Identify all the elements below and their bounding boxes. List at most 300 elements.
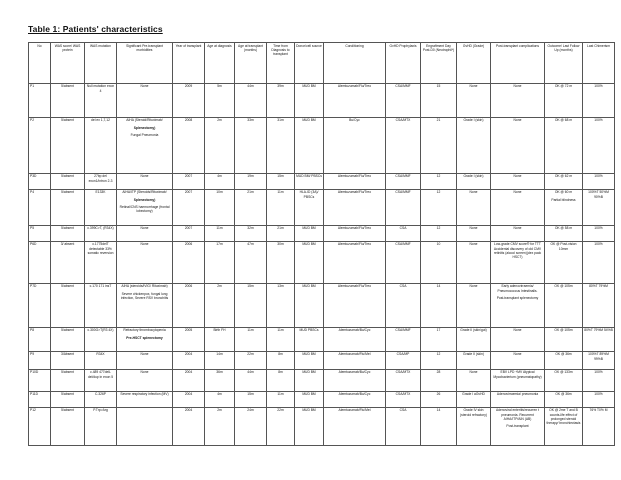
table-cell bbox=[267, 283, 295, 327]
cell-text: P6D bbox=[30, 242, 37, 247]
table-cell bbox=[295, 117, 324, 173]
cell-text: 100%T 50%M 90%B bbox=[588, 190, 609, 199]
cell-text: 5/absent bbox=[61, 408, 74, 413]
table-cell bbox=[324, 225, 386, 241]
table-cell bbox=[29, 283, 51, 327]
cell-text: CSA/MTX bbox=[395, 370, 411, 375]
cell-text: Alemtuzumab/Flu/Treo bbox=[337, 242, 372, 247]
table-cell bbox=[205, 173, 235, 189]
cell-text: 100% bbox=[594, 392, 603, 397]
cell-text: P9 bbox=[30, 352, 35, 357]
cell-text: 33m bbox=[247, 118, 254, 123]
table-cell bbox=[85, 369, 117, 391]
cell-text: None bbox=[513, 226, 522, 231]
cell-text: 2005 bbox=[184, 328, 193, 333]
table-cell bbox=[85, 351, 117, 369]
table-cell bbox=[117, 327, 173, 351]
cell-text: 12 bbox=[436, 174, 441, 179]
cell-text: 2m bbox=[217, 408, 222, 413]
table-cell bbox=[545, 83, 583, 117]
table-cell bbox=[267, 241, 295, 283]
cell-text: 24m bbox=[247, 408, 254, 413]
table-cell bbox=[295, 83, 324, 117]
cell-text: None bbox=[140, 84, 149, 89]
table-cell bbox=[117, 83, 173, 117]
cell-text: 5/absent bbox=[61, 118, 74, 123]
table-cell bbox=[235, 283, 267, 327]
cell-text: 76% T0% M bbox=[589, 408, 608, 413]
table-cell bbox=[85, 241, 117, 283]
cell-text: None bbox=[469, 242, 478, 247]
table-cell bbox=[386, 241, 421, 283]
cell-text: 10m bbox=[216, 190, 223, 195]
cell-text: P3D bbox=[30, 174, 37, 179]
table-cell bbox=[51, 327, 85, 351]
table-cell bbox=[386, 369, 421, 391]
cell-text: OK @ 72 m bbox=[554, 84, 573, 89]
table-cell bbox=[491, 391, 545, 407]
table-cell bbox=[324, 83, 386, 117]
table-cell bbox=[85, 83, 117, 117]
table-row bbox=[29, 83, 615, 117]
cell-text: 5m bbox=[217, 84, 222, 89]
table-cell bbox=[51, 83, 85, 117]
cell-text: None bbox=[140, 226, 149, 231]
cell-text: 5/absent bbox=[61, 190, 74, 195]
cell-text: 30m bbox=[277, 242, 284, 247]
table-cell bbox=[295, 241, 324, 283]
table-cell bbox=[205, 189, 235, 225]
cell-text: MUD BM bbox=[302, 284, 316, 289]
table-cell bbox=[51, 241, 85, 283]
cell-text: None bbox=[469, 370, 478, 375]
table-cell bbox=[545, 327, 583, 351]
table-cell bbox=[29, 241, 51, 283]
cell-text: Fungal Pneumonia bbox=[130, 132, 159, 137]
table-cell bbox=[173, 283, 205, 327]
cell-text: None bbox=[513, 352, 522, 357]
table-cell bbox=[421, 189, 457, 225]
table-cell bbox=[51, 407, 85, 445]
table-cell bbox=[205, 391, 235, 407]
table-cell bbox=[295, 369, 324, 391]
cell-text: P10D bbox=[30, 370, 39, 375]
table-cell bbox=[235, 83, 267, 117]
cell-text: 8m bbox=[278, 352, 283, 357]
cell-text: 2004 bbox=[184, 352, 193, 357]
cell-text: 3/ absent bbox=[60, 242, 75, 247]
cell-text: Early adenovirraemia/ Pneumococcus Intestinalis. bbox=[497, 284, 538, 293]
cell-text: Refractory thrombocytopenia bbox=[123, 328, 166, 333]
column-header: Conditioning bbox=[324, 43, 386, 84]
table-cell bbox=[386, 225, 421, 241]
table-cell bbox=[29, 351, 51, 369]
cell-text: 5/absent bbox=[61, 284, 74, 289]
cell-text: 22m bbox=[277, 408, 284, 413]
cell-text: 2006 bbox=[184, 242, 193, 247]
table-cell bbox=[421, 369, 457, 391]
table-cell bbox=[421, 351, 457, 369]
cell-text: 2004 bbox=[184, 408, 193, 413]
column-header: Engraftment Day Post-D0 (Neutrophil*) bbox=[421, 43, 457, 84]
cell-text: P7D bbox=[30, 284, 37, 289]
cell-text: None bbox=[513, 118, 522, 123]
cell-text: Alemtuzumab/Flu/Treo bbox=[337, 226, 372, 231]
table-cell bbox=[386, 407, 421, 445]
table-cell bbox=[491, 225, 545, 241]
table-cell bbox=[51, 173, 85, 189]
cell-text: P11D bbox=[30, 392, 39, 397]
cell-text: 100% bbox=[594, 84, 603, 89]
column-header: WAS score/ WAS protein bbox=[51, 43, 85, 84]
table-cell bbox=[583, 83, 615, 117]
table-cell bbox=[457, 327, 491, 351]
table-cell bbox=[491, 189, 545, 225]
cell-text: OK @ 36m bbox=[555, 352, 572, 357]
table-cell bbox=[545, 173, 583, 189]
cell-text: AIHA/ITP (Steroids/Rituximab/ bbox=[122, 190, 167, 195]
table-cell bbox=[457, 189, 491, 225]
cell-text: Alemtuzumab/Flu/Treo bbox=[337, 174, 372, 179]
column-header: Last Chimerism bbox=[583, 43, 615, 84]
cell-text: 17 bbox=[436, 328, 441, 333]
cell-text: None bbox=[140, 370, 149, 375]
table-cell bbox=[173, 225, 205, 241]
table-cell bbox=[457, 283, 491, 327]
table-cell bbox=[545, 117, 583, 173]
table-cell bbox=[386, 391, 421, 407]
cell-text: 100% bbox=[594, 242, 603, 247]
table-cell bbox=[386, 189, 421, 225]
table-cell bbox=[29, 369, 51, 391]
table-row bbox=[29, 351, 615, 369]
table-cell bbox=[491, 173, 545, 189]
table-cell bbox=[267, 173, 295, 189]
table-cell bbox=[421, 327, 457, 351]
table-cell bbox=[235, 351, 267, 369]
table-cell bbox=[545, 225, 583, 241]
cell-text: Pre-HSCT splenectomy bbox=[126, 335, 163, 340]
table-cell bbox=[583, 225, 615, 241]
table-cell bbox=[295, 327, 324, 351]
cell-text: Grade I aGvHD bbox=[462, 392, 485, 397]
cell-text: P1 bbox=[30, 84, 35, 89]
table-cell bbox=[267, 369, 295, 391]
table-cell bbox=[386, 283, 421, 327]
table-cell bbox=[386, 83, 421, 117]
cell-text: CSA bbox=[399, 284, 407, 289]
table-cell bbox=[457, 351, 491, 369]
cell-text: MUD BM bbox=[302, 84, 316, 89]
cell-text: Severe respiratory infection (MV) bbox=[120, 392, 169, 397]
column-header: Year of transplant bbox=[173, 43, 205, 84]
cell-text: OK @ 58 m bbox=[554, 226, 573, 231]
cell-text: Splenectomy) bbox=[133, 197, 156, 202]
cell-text: P8 bbox=[30, 328, 35, 333]
table-cell bbox=[457, 225, 491, 241]
table-cell bbox=[51, 117, 85, 173]
table-cell bbox=[117, 117, 173, 173]
table-cell bbox=[117, 241, 173, 283]
cell-text: Partial blindness bbox=[551, 197, 576, 202]
cell-text: 15 bbox=[436, 84, 441, 89]
table-row bbox=[29, 225, 615, 241]
table-cell bbox=[457, 173, 491, 189]
cell-text: c.300G>T(R3 4X) bbox=[87, 328, 114, 333]
table-cell bbox=[267, 189, 295, 225]
cell-text: 10 bbox=[436, 242, 441, 247]
table-cell bbox=[85, 189, 117, 225]
table-cell bbox=[583, 173, 615, 189]
cell-text: P2 bbox=[30, 118, 35, 123]
table-cell bbox=[235, 407, 267, 445]
table-cell bbox=[117, 369, 173, 391]
cell-text: 5/absent bbox=[61, 328, 74, 333]
cell-text: Severe chickenpox, fungal lung infection, Severe RSV bronchitis bbox=[120, 291, 169, 300]
cell-text: OK @ 105m bbox=[554, 328, 573, 333]
cell-text: 3/Absent bbox=[60, 352, 74, 357]
cell-text: OK @ 60 m bbox=[554, 190, 573, 195]
cell-text: 2004 bbox=[184, 370, 193, 375]
cell-text: 11m bbox=[277, 190, 284, 195]
table-cell bbox=[85, 117, 117, 173]
cell-text: 2007 bbox=[184, 226, 193, 231]
cell-text: None bbox=[513, 328, 522, 333]
cell-text: 14 bbox=[436, 284, 441, 289]
table-cell bbox=[267, 327, 295, 351]
table-row bbox=[29, 117, 615, 173]
table-row bbox=[29, 189, 615, 225]
cell-text: c.1775delT detectable 33% somatic reversion bbox=[87, 242, 114, 255]
cell-text: OK @ 2me T and B counts-life effect of prolonged steroid therapy/ bronchiectasis bbox=[546, 408, 581, 426]
table-cell bbox=[583, 283, 615, 327]
table-cell bbox=[295, 173, 324, 189]
table-cell bbox=[267, 351, 295, 369]
table-cell bbox=[583, 351, 615, 369]
table-cell bbox=[295, 407, 324, 445]
table-cell bbox=[421, 407, 457, 445]
cell-text: 100% bbox=[594, 370, 603, 375]
table-cell bbox=[205, 241, 235, 283]
table-cell bbox=[267, 117, 295, 173]
table-cell bbox=[267, 407, 295, 445]
table-row bbox=[29, 241, 615, 283]
cell-text: E133K bbox=[95, 190, 106, 195]
table-cell bbox=[324, 407, 386, 445]
cell-text: CSA/MP bbox=[396, 352, 410, 357]
cell-text: MUD BM bbox=[302, 118, 316, 123]
cell-text: P5 bbox=[30, 226, 35, 231]
table-cell bbox=[235, 369, 267, 391]
column-header: Age at diagnosis bbox=[205, 43, 235, 84]
cell-text: MUD BM bbox=[302, 352, 316, 357]
table-cell bbox=[457, 369, 491, 391]
cell-text: Retinal/CNS haemorrhage (frontal lobectomy) bbox=[119, 204, 170, 214]
table-cell bbox=[51, 369, 85, 391]
table-cell bbox=[267, 83, 295, 117]
table-row bbox=[29, 391, 615, 407]
cell-text: c.399C>T, (R34X) bbox=[87, 226, 114, 231]
cell-text: 2007 bbox=[184, 190, 193, 195]
cell-text: CSA bbox=[399, 408, 407, 413]
cell-text: 12 bbox=[436, 352, 441, 357]
table-cell bbox=[85, 391, 117, 407]
cell-text: C.326P bbox=[95, 392, 106, 397]
table-cell bbox=[173, 83, 205, 117]
table-cell bbox=[235, 189, 267, 225]
table-cell bbox=[235, 173, 267, 189]
cell-text: 28 bbox=[436, 370, 441, 375]
cell-text: Adenovirraemia/ pneumonia bbox=[496, 392, 539, 397]
cell-text: CSA/MMF bbox=[395, 190, 411, 195]
table-cell bbox=[295, 225, 324, 241]
cell-text: Alemtuzumab/Bu/Cyc bbox=[338, 370, 371, 375]
table-cell bbox=[117, 407, 173, 445]
table-cell bbox=[583, 391, 615, 407]
cell-text: 100%T 89%M 99%B bbox=[588, 352, 609, 361]
table-cell bbox=[205, 369, 235, 391]
column-header: Time from Diagnosis to transplant bbox=[267, 43, 295, 84]
cell-text: 2004 bbox=[184, 392, 193, 397]
table-cell bbox=[235, 117, 267, 173]
table-cell bbox=[324, 241, 386, 283]
cell-text: OK @ 62 m bbox=[554, 174, 573, 179]
table-cell bbox=[583, 117, 615, 173]
cell-text: 4m bbox=[217, 174, 222, 179]
table-cell bbox=[85, 225, 117, 241]
cell-text: 17m bbox=[216, 242, 223, 247]
cell-text: EBV LPD +MV Atypical Mycobacterium (pneumatopathy) bbox=[493, 370, 542, 379]
cell-text: 44m bbox=[247, 84, 254, 89]
table-cell bbox=[491, 407, 545, 445]
table-cell bbox=[117, 391, 173, 407]
cell-text: 11m bbox=[247, 328, 254, 333]
table-cell bbox=[491, 117, 545, 173]
cell-text: 21 bbox=[436, 118, 441, 123]
table-cell bbox=[583, 407, 615, 445]
table-cell bbox=[205, 351, 235, 369]
table-cell bbox=[173, 241, 205, 283]
cell-text: MUD BM bbox=[302, 370, 316, 375]
cell-text: P4 bbox=[30, 190, 35, 195]
cell-text: None bbox=[140, 174, 149, 179]
cell-text: CSA/MTX bbox=[395, 392, 411, 397]
cell-text: 12 bbox=[436, 190, 441, 195]
cell-text: HLA-ID (3A)/ PBSCs bbox=[299, 190, 319, 199]
table-cell bbox=[173, 189, 205, 225]
cell-text: 100% bbox=[594, 118, 603, 123]
column-header: GvHD (Grade) bbox=[457, 43, 491, 84]
cell-text: 5/absent bbox=[61, 226, 74, 231]
table-cell bbox=[421, 173, 457, 189]
cell-text: 2006 bbox=[184, 284, 193, 289]
table-cell bbox=[545, 391, 583, 407]
cell-text: None bbox=[140, 352, 149, 357]
table-cell bbox=[117, 173, 173, 189]
table-cell bbox=[545, 369, 583, 391]
table-cell bbox=[29, 391, 51, 407]
table-cell bbox=[295, 189, 324, 225]
table-cell bbox=[545, 189, 583, 225]
table-cell bbox=[324, 117, 386, 173]
table-cell bbox=[324, 351, 386, 369]
table-cell bbox=[85, 173, 117, 189]
cell-text: 11m bbox=[216, 226, 223, 231]
cell-text: None bbox=[469, 226, 478, 231]
cell-text: CSA/MTX bbox=[395, 118, 411, 123]
cell-text: R34X bbox=[96, 352, 105, 357]
table-cell bbox=[386, 327, 421, 351]
table-row bbox=[29, 173, 615, 189]
table-cell bbox=[491, 283, 545, 327]
column-header: No bbox=[29, 43, 51, 84]
cell-text: Alemtuzumab/Flu/Mel bbox=[338, 352, 371, 357]
cell-text: None bbox=[469, 84, 478, 89]
table-cell bbox=[85, 327, 117, 351]
table-cell bbox=[386, 173, 421, 189]
cell-text: 5/absent bbox=[61, 84, 74, 89]
table-cell bbox=[324, 283, 386, 327]
table-cell bbox=[235, 225, 267, 241]
table-title: Table 1: Patients' characteristics bbox=[28, 24, 163, 34]
table-cell bbox=[173, 391, 205, 407]
cell-text: CSA/MMF bbox=[395, 84, 411, 89]
table-header-row bbox=[29, 43, 615, 84]
table-cell bbox=[85, 283, 117, 327]
cell-text: Low-grade CMV score® for TTT Accidental discovery of old CMV retinitis (alcool screen)(dex pack HSCT) bbox=[493, 242, 542, 260]
table-cell bbox=[386, 351, 421, 369]
table-cell bbox=[267, 225, 295, 241]
table-cell bbox=[51, 391, 85, 407]
table-cell bbox=[51, 351, 85, 369]
cell-text: Alemtuzumab/Flu/Mel bbox=[338, 408, 371, 413]
cell-text: 11m bbox=[277, 328, 284, 333]
table-cell bbox=[545, 351, 583, 369]
cell-text: MUD BM/ PBSCs bbox=[296, 174, 322, 179]
table-row bbox=[29, 283, 615, 327]
table-cell bbox=[295, 391, 324, 407]
table-cell bbox=[324, 327, 386, 351]
cell-text: 2007 bbox=[184, 174, 193, 179]
table-cell bbox=[583, 189, 615, 225]
cell-text: CSA/MMF bbox=[395, 328, 411, 333]
cell-text: Alemtuzumab/Bu/Cyc bbox=[338, 392, 371, 397]
table-cell bbox=[457, 407, 491, 445]
cell-text: AIHA (steroids/IVIG/ Rituximab) bbox=[121, 284, 168, 289]
cell-text: None bbox=[469, 190, 478, 195]
cell-text: MUD PBSCs bbox=[299, 328, 319, 333]
table-cell bbox=[29, 225, 51, 241]
table-cell bbox=[491, 241, 545, 283]
cell-text: P.Trp>Arg bbox=[93, 408, 108, 413]
table-cell bbox=[29, 83, 51, 117]
table-cell bbox=[545, 241, 583, 283]
table-cell bbox=[457, 117, 491, 173]
table-cell bbox=[173, 173, 205, 189]
cell-text: Grade II (skin/gut) bbox=[460, 328, 487, 333]
cell-text: 39m bbox=[277, 84, 284, 89]
table-cell bbox=[421, 117, 457, 173]
column-header: Post-transplant complications bbox=[491, 43, 545, 84]
cell-text: 15m bbox=[247, 392, 254, 397]
cell-text: MUD BM bbox=[302, 242, 316, 247]
table-cell bbox=[295, 351, 324, 369]
table-cell bbox=[173, 407, 205, 445]
cell-text: 12 bbox=[436, 226, 441, 231]
cell-text: 26 bbox=[436, 392, 441, 397]
cell-text: Bu/Cyc bbox=[349, 118, 360, 123]
cell-text: OK @ Post-vision 10mm bbox=[550, 242, 577, 251]
